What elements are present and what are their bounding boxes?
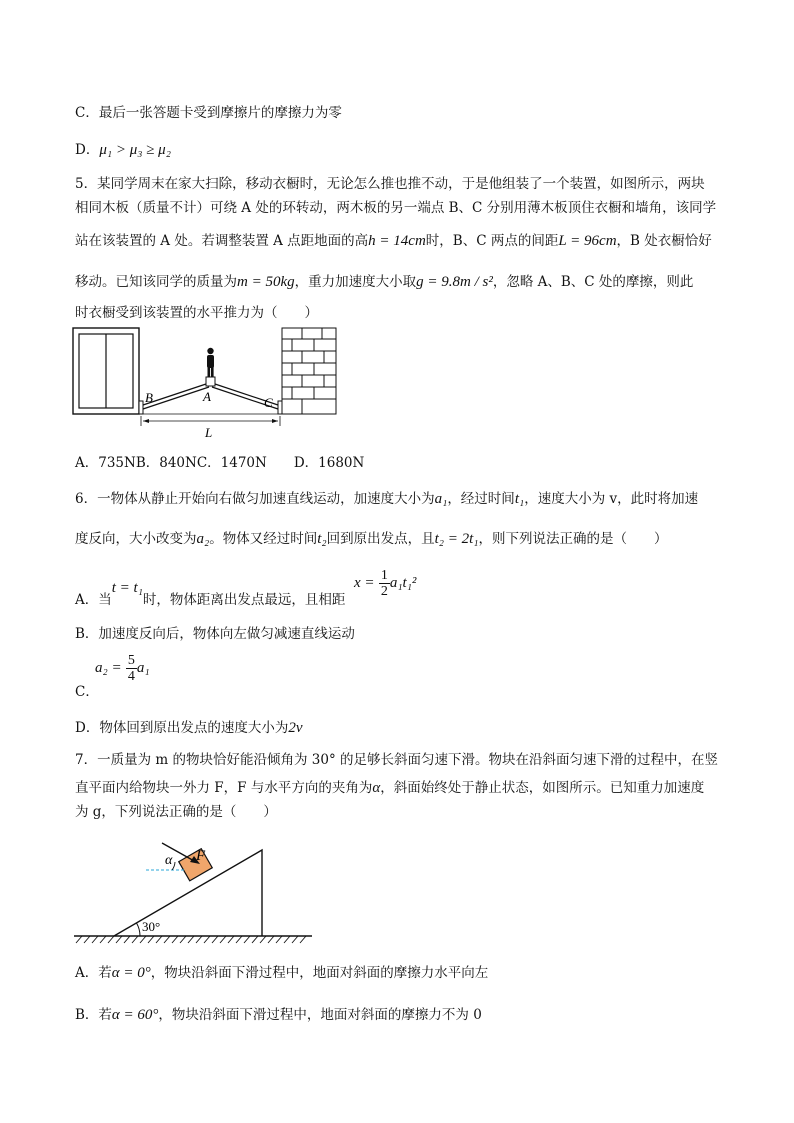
q7-option-a	[75, 961, 488, 982]
q5-g-math: g = 9.8m / s²	[416, 274, 493, 290]
force-label: F	[196, 848, 206, 864]
q7-line-2-b: ，斜面始终处于静止状态，如图所示。已知重力加速度	[380, 780, 705, 796]
q5-line-4-c: ，忽略 A、B、C 处的摩擦，则此	[492, 274, 694, 290]
q5-line-4-b: ，重力加速度大小取	[294, 274, 417, 290]
q6-t2: t₂	[317, 531, 327, 547]
label-B: B	[145, 390, 153, 405]
q6-line-2-d: ，则下列说法正确的是（ ）	[478, 531, 668, 547]
frac-bottom: 4	[127, 669, 135, 684]
q7-option-b-math: α = 60°	[111, 1007, 159, 1023]
angle-30-label: 30°	[142, 919, 161, 934]
q6-option-c-rhs: a₁	[136, 660, 150, 676]
q7-option-a-math: α = 0°	[111, 965, 151, 981]
q7-option-a-b: ，物块沿斜面下滑过程中，地面对斜面的摩擦力水平向左	[150, 965, 489, 981]
frac-top: 1	[380, 568, 388, 583]
q7-line-1: 7．一质量为 m 的物块恰好能沿倾角为 30° 的足够长斜面匀速下滑。物块在沿斜面匀速下滑的过程中，在竖	[75, 752, 718, 768]
q5-line-3-c: ，B 处衣橱恰好	[616, 233, 712, 249]
brick-wall	[282, 328, 336, 414]
q6-a1: a₁	[434, 491, 448, 507]
q6-option-a-rest: a₁t₁²	[389, 575, 417, 591]
q6-line-1-b: ，经过时间	[447, 491, 515, 507]
q5-line-3-a: 站在该装置的 A 处。若调整装置 A 点距地面的高	[75, 233, 369, 249]
q7-option-b	[75, 1003, 482, 1024]
q6-option-d-math: 2v	[288, 720, 303, 736]
q6-option-a-a: A．当	[75, 592, 112, 608]
q6-option-c-frac	[126, 653, 137, 684]
q6-option-a-t: t = t₁	[111, 580, 143, 596]
q4-option-c: C．最后一张答题卡受到摩擦片的摩擦力为零	[75, 105, 342, 121]
q6-option-a-b: 时，物体距离出发点最远，且相距	[142, 592, 346, 608]
q7-line-2	[75, 776, 704, 797]
q6-option-b: B．加速度反向后，物体向左做匀减速直线运动	[75, 626, 355, 642]
q6-line-1-c: ，速度大小为 v，此时将加速	[524, 491, 699, 507]
q5-line-4	[75, 270, 693, 291]
label-A: A	[203, 389, 211, 404]
q5-line-3	[75, 229, 712, 250]
q5-h-math: h = 14cm	[368, 233, 426, 249]
q5-line-1: 5．某同学周末在家大扫除，移动衣橱时，无论怎么推也推不动，于是他组装了一个装置，如图所示，两块	[75, 176, 705, 192]
q7-option-a-a: A．若	[75, 965, 112, 981]
q6-option-a-x: x =	[354, 575, 375, 591]
frac-bottom: 2	[380, 584, 388, 599]
q6-line-1-a: 6．一物体从静止开始向右做匀加速直线运动，加速度大小为	[75, 491, 435, 507]
q6-option-c-label: C．	[75, 684, 99, 700]
q6-option-a	[75, 580, 346, 609]
person-icon	[207, 348, 214, 377]
q6-line-2-b: 。物体又经过时间	[209, 531, 318, 547]
q5-line-3-b: 时，B、C 两点的间距	[425, 233, 559, 249]
q7-option-b-a: B．若	[75, 1007, 112, 1023]
q7-line-2-a: 直平面内给物块一外力 F，F 与水平方向的夹角为	[75, 780, 373, 796]
q7-line-3: 为 g，下列说法正确的是（ ）	[75, 804, 277, 820]
q6-option-d-a: D．物体回到原出发点的速度大小为	[75, 720, 289, 736]
q6-option-a-formula	[354, 568, 416, 599]
q4-option-d-math: μ₁ > μ₃ ≥ μ₂	[99, 142, 171, 158]
q7-option-b-b: ，物块沿斜面下滑过程中，地面对斜面的摩擦力不为 0	[158, 1007, 482, 1023]
q5-options: A．735NB．840NC．1470N D．1680N	[75, 455, 365, 471]
q5-line-2: 相同木板（质量不计）可绕 A 处的环转动，两木板的另一端点 B、C 分别用薄木板顶住衣橱和墙角，该同学	[75, 200, 717, 216]
q5-m-math: m = 50kg	[237, 274, 295, 290]
q6-a2: a₂	[196, 531, 210, 547]
q6-line-2-c: 回到原出发点，且	[326, 531, 435, 547]
ground-hatch	[76, 936, 306, 943]
label-C: C	[264, 395, 273, 410]
q7-figure	[72, 838, 322, 946]
q6-t2-eq: t₂ = 2t₁	[434, 531, 479, 547]
q6-option-d	[75, 716, 303, 737]
q4-option-d	[75, 138, 171, 159]
q6-option-c-lhs: a₂ =	[95, 660, 122, 676]
q6-line-1	[75, 487, 698, 508]
q4-option-d-label: D．	[75, 142, 100, 158]
q5-figure	[72, 325, 342, 443]
q6-option-c-formula	[95, 653, 150, 684]
q6-line-2	[75, 527, 668, 548]
q5-line-5: 时衣橱受到该装置的水平推力为（ ）	[75, 305, 318, 321]
q5-L-math: L = 96cm	[558, 233, 617, 249]
q5-line-4-a: 移动。已知该同学的质量为	[75, 274, 237, 290]
label-L: L	[205, 425, 213, 440]
q6-line-2-a: 度反向，大小改变为	[75, 531, 197, 547]
frac-top: 5	[127, 653, 135, 668]
q7-alpha: α	[372, 780, 381, 796]
q6-option-a-frac	[379, 568, 390, 599]
alpha-label: α	[165, 853, 173, 868]
q6-t1: t₁	[514, 491, 525, 507]
